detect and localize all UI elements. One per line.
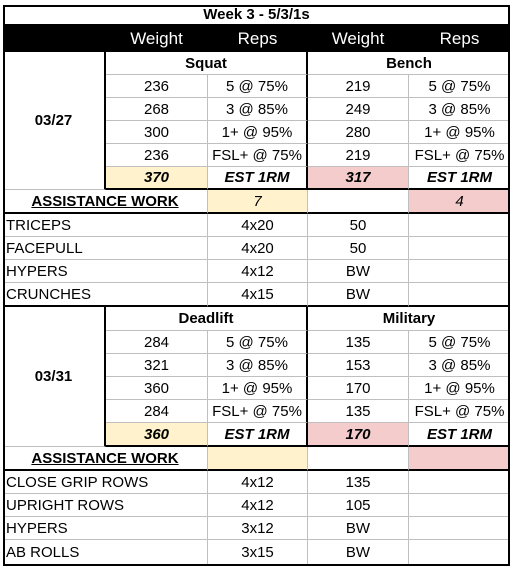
list-item xyxy=(3,494,510,517)
s2-assist2-blank[interactable] xyxy=(409,494,510,517)
s1-set3-weight-b[interactable]: 280 xyxy=(308,121,409,144)
s2-set4-weight-a[interactable]: 284 xyxy=(106,400,208,423)
table-row xyxy=(3,75,510,98)
s2-assist1-blank[interactable] xyxy=(409,471,510,494)
s2-set2-reps-a[interactable]: 3 @ 85% xyxy=(208,354,308,377)
s2-set3-weight-b[interactable]: 170 xyxy=(308,377,409,400)
s1-est-label-a[interactable]: EST 1RM xyxy=(208,167,308,190)
session2-lift-row xyxy=(3,307,510,331)
list-item xyxy=(3,237,510,260)
s2-assist3-name[interactable]: HYPERS xyxy=(3,517,208,540)
s1-set2-weight-a[interactable]: 268 xyxy=(106,98,208,121)
session1-lift-row xyxy=(3,52,510,75)
s2-assist4-blank[interactable] xyxy=(409,540,510,566)
s2-set1-weight-b[interactable]: 135 xyxy=(308,331,409,354)
s1-assist2-scheme[interactable]: 4x20 xyxy=(208,237,308,260)
s1-set3-reps-a[interactable]: 1+ @ 95% xyxy=(208,121,308,144)
s2-assist2-scheme[interactable]: 4x12 xyxy=(208,494,308,517)
s1-assist2-load[interactable]: 50 xyxy=(308,237,409,260)
s1-assist1-name[interactable]: TRICEPS xyxy=(3,214,208,237)
session1-assist-header-row xyxy=(3,190,510,214)
list-item xyxy=(3,214,510,237)
header-reps-2[interactable]: Reps xyxy=(409,26,510,52)
s2-set3-reps-a[interactable]: 1+ @ 95% xyxy=(208,377,308,400)
s2-assist3-load[interactable]: BW xyxy=(308,517,409,540)
s2-set2-reps-b[interactable]: 3 @ 85% xyxy=(409,354,510,377)
s1-assist3-scheme[interactable]: 4x12 xyxy=(208,260,308,283)
s2-assist2-name[interactable]: UPRIGHT ROWS xyxy=(3,494,208,517)
s2-est-label-b[interactable]: EST 1RM xyxy=(409,423,510,447)
session1-est-row xyxy=(3,167,510,190)
s1-set1-weight-a[interactable]: 236 xyxy=(106,75,208,98)
s2-set1-weight-a[interactable]: 284 xyxy=(106,331,208,354)
s2-assist3-blank[interactable] xyxy=(409,517,510,540)
table-row xyxy=(3,377,510,400)
title-row xyxy=(3,5,510,26)
s1-assist3-blank[interactable] xyxy=(409,260,510,283)
s1-assist4-name[interactable]: CRUNCHES xyxy=(3,283,208,307)
table-row xyxy=(3,331,510,354)
s2-set4-reps-b[interactable]: FSL+ @ 75% xyxy=(409,400,510,423)
s1-assist-blank[interactable] xyxy=(308,190,409,214)
s2-set2-weight-a[interactable]: 321 xyxy=(106,354,208,377)
s2-assist1-load[interactable]: 135 xyxy=(308,471,409,494)
s2-set1-reps-b[interactable]: 5 @ 75% xyxy=(409,331,510,354)
s1-assist1-blank[interactable] xyxy=(409,214,510,237)
s1-assist4-blank[interactable] xyxy=(409,283,510,307)
s2-assist-blank[interactable] xyxy=(308,447,409,471)
s1-set2-reps-b[interactable]: 3 @ 85% xyxy=(409,98,510,121)
s2-est-1rm-a[interactable]: 360 xyxy=(106,423,208,447)
s1-assist1-scheme[interactable]: 4x20 xyxy=(208,214,308,237)
session1-lift-b[interactable]: Bench xyxy=(308,52,510,75)
s2-set4-weight-b[interactable]: 135 xyxy=(308,400,409,423)
s1-set4-reps-a[interactable]: FSL+ @ 75% xyxy=(208,144,308,167)
table-row xyxy=(3,144,510,167)
s1-assist-value-a[interactable]: 7 xyxy=(208,190,308,214)
s2-set2-weight-b[interactable]: 153 xyxy=(308,354,409,377)
s1-est-1rm-a[interactable]: 370 xyxy=(106,167,208,190)
s1-set4-weight-a[interactable]: 236 xyxy=(106,144,208,167)
session2-est-row xyxy=(3,423,510,447)
session2-lift-a[interactable]: Deadlift xyxy=(106,307,308,331)
s1-assist-value-b[interactable]: 4 xyxy=(409,190,510,214)
s1-est-1rm-b[interactable]: 317 xyxy=(308,167,409,190)
s2-est-label-a[interactable]: EST 1RM xyxy=(208,423,308,447)
s1-assist1-load[interactable]: 50 xyxy=(308,214,409,237)
s1-assist4-load[interactable]: BW xyxy=(308,283,409,307)
s1-set1-reps-a[interactable]: 5 @ 75% xyxy=(208,75,308,98)
s1-assist3-name[interactable]: HYPERS xyxy=(3,260,208,283)
s1-set3-weight-a[interactable]: 300 xyxy=(106,121,208,144)
list-item xyxy=(3,471,510,494)
s1-set2-weight-b[interactable]: 249 xyxy=(308,98,409,121)
s1-assist3-load[interactable]: BW xyxy=(308,260,409,283)
list-item xyxy=(3,260,510,283)
s2-assist4-load[interactable]: BW xyxy=(308,540,409,566)
s1-assist4-scheme[interactable]: 4x15 xyxy=(208,283,308,307)
session2-date[interactable]: 03/31 xyxy=(3,307,106,447)
s1-assist2-name[interactable]: FACEPULL xyxy=(3,237,208,260)
table-row xyxy=(3,354,510,377)
s2-set3-weight-a[interactable]: 360 xyxy=(106,377,208,400)
header-weight-2[interactable]: Weight xyxy=(308,26,409,52)
s2-set4-reps-a[interactable]: FSL+ @ 75% xyxy=(208,400,308,423)
list-item xyxy=(3,517,510,540)
s1-set1-reps-b[interactable]: 5 @ 75% xyxy=(409,75,510,98)
s2-assist4-name[interactable]: AB ROLLS xyxy=(3,540,208,566)
s2-assist-value-b[interactable] xyxy=(409,447,510,471)
s1-assistance-label[interactable]: ASSISTANCE WORK xyxy=(3,190,208,214)
session2-lift-b[interactable]: Military xyxy=(308,307,510,331)
s2-assist1-scheme[interactable]: 4x12 xyxy=(208,471,308,494)
s2-assist-value-a[interactable] xyxy=(208,447,308,471)
s2-set3-reps-b[interactable]: 1+ @ 95% xyxy=(409,377,510,400)
table-row xyxy=(3,121,510,144)
s2-assist4-scheme[interactable]: 3x15 xyxy=(208,540,308,566)
s2-assistance-label[interactable]: ASSISTANCE WORK xyxy=(3,447,208,471)
s2-assist3-scheme[interactable]: 3x12 xyxy=(208,517,308,540)
s2-assist2-load[interactable]: 105 xyxy=(308,494,409,517)
s2-set1-reps-a[interactable]: 5 @ 75% xyxy=(208,331,308,354)
list-item xyxy=(3,540,510,566)
s2-est-1rm-b[interactable]: 170 xyxy=(308,423,409,447)
s2-assist1-name[interactable]: CLOSE GRIP ROWS xyxy=(3,471,208,494)
s1-set1-weight-b[interactable]: 219 xyxy=(308,75,409,98)
session1-date[interactable]: 03/27 xyxy=(3,52,106,190)
session1-lift-a[interactable]: Squat xyxy=(106,52,308,75)
table-row xyxy=(3,400,510,423)
list-item xyxy=(3,283,510,307)
sheet-title[interactable]: Week 3 - 5/3/1s xyxy=(3,5,510,26)
s1-est-label-b[interactable]: EST 1RM xyxy=(409,167,510,190)
header-row xyxy=(3,26,510,52)
s1-assist2-blank[interactable] xyxy=(409,237,510,260)
session2-assist-header-row xyxy=(3,447,510,471)
s1-set4-reps-b[interactable]: FSL+ @ 75% xyxy=(409,144,510,167)
table-row xyxy=(3,98,510,121)
header-blank[interactable] xyxy=(3,26,106,52)
header-weight-1[interactable]: Weight xyxy=(106,26,208,52)
header-reps-1[interactable]: Reps xyxy=(208,26,308,52)
s1-set3-reps-b[interactable]: 1+ @ 95% xyxy=(409,121,510,144)
s1-set4-weight-b[interactable]: 219 xyxy=(308,144,409,167)
s1-set2-reps-a[interactable]: 3 @ 85% xyxy=(208,98,308,121)
